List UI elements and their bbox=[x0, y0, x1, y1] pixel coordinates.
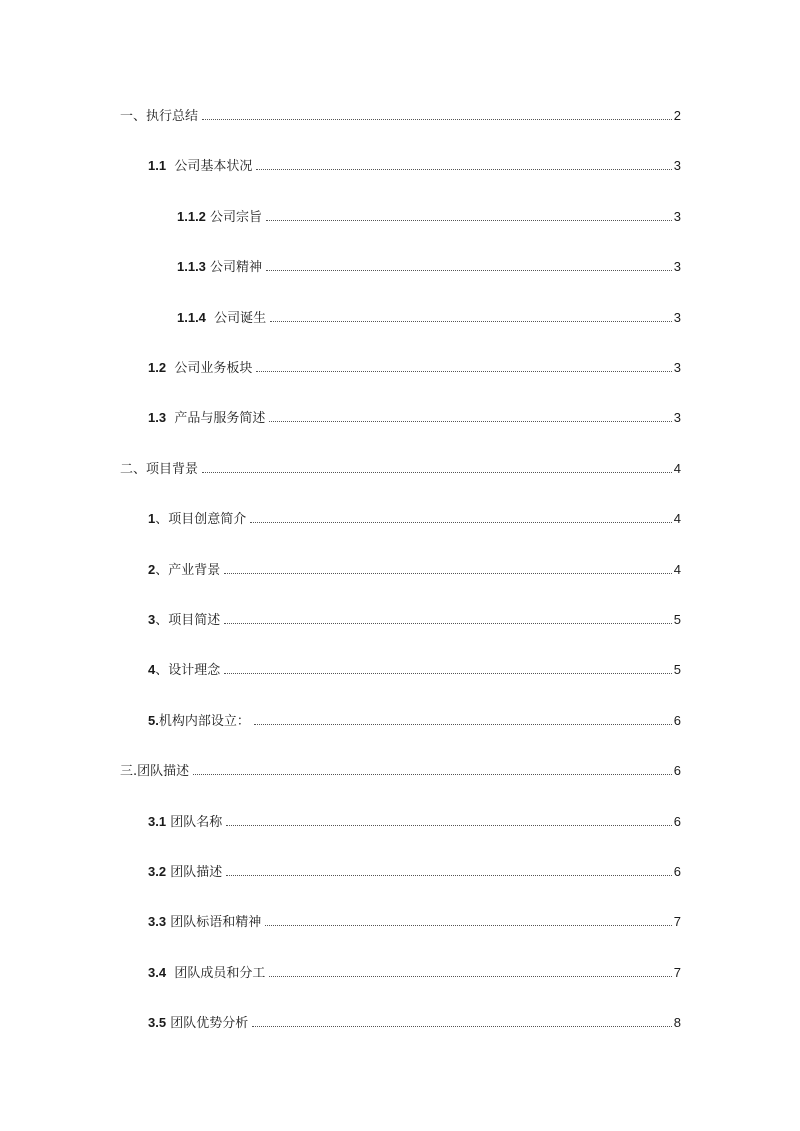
toc-entry-page-number: 5 bbox=[673, 612, 681, 627]
toc-entry[interactable] bbox=[177, 308, 681, 328]
toc-entry-number: 3.1 bbox=[148, 814, 167, 829]
toc-entry[interactable] bbox=[148, 963, 681, 983]
toc-entry-number: 3.4 bbox=[148, 965, 167, 980]
toc-entry-text: 团队成员和分工 bbox=[166, 966, 266, 981]
toc-entry-number: 1 bbox=[148, 511, 156, 526]
toc-entry[interactable] bbox=[148, 610, 681, 630]
toc-entry[interactable] bbox=[148, 509, 681, 529]
toc-entry-number: 1.1.2 bbox=[177, 209, 206, 224]
toc-entry-label bbox=[148, 912, 263, 933]
toc-entry[interactable] bbox=[148, 812, 681, 832]
toc-entry-number: 5. bbox=[148, 713, 159, 728]
dot-leader bbox=[193, 761, 672, 775]
toc-entry[interactable] bbox=[177, 207, 681, 227]
dot-leader bbox=[266, 207, 672, 221]
toc-entry-text: 产品与服务简述 bbox=[166, 411, 266, 426]
toc-entry-label bbox=[148, 408, 267, 429]
toc-entry-label bbox=[148, 711, 252, 732]
toc-entry-number: 1.1 bbox=[148, 158, 167, 173]
toc-entry-page-number: 3 bbox=[673, 259, 681, 274]
toc-entry-text: 一、执行总结 bbox=[120, 109, 199, 124]
toc-entry-page-number: 4 bbox=[673, 511, 681, 526]
toc-entry-label bbox=[148, 862, 224, 883]
toc-entry-page-number: 3 bbox=[673, 310, 681, 325]
toc-entry-label bbox=[120, 761, 191, 782]
dot-leader bbox=[256, 358, 671, 372]
toc-entry-label bbox=[148, 610, 222, 631]
toc-entry[interactable] bbox=[148, 156, 681, 176]
toc-entry-page-number: 6 bbox=[673, 864, 681, 879]
toc-entry-page-number: 4 bbox=[673, 562, 681, 577]
dot-leader bbox=[269, 408, 671, 422]
toc-entry-number: 1.2 bbox=[148, 360, 167, 375]
toc-entry[interactable] bbox=[148, 560, 681, 580]
toc-entry-label bbox=[148, 812, 224, 833]
toc-entry-text: 团队优势分析 bbox=[166, 1016, 249, 1031]
toc-entry[interactable] bbox=[148, 660, 681, 680]
toc-entry[interactable] bbox=[148, 408, 681, 428]
toc-entry-text: 团队标语和精神 bbox=[166, 915, 262, 930]
toc-entry[interactable] bbox=[177, 257, 681, 277]
toc-entry-label bbox=[177, 207, 264, 228]
toc-entry-text: 、设计理念 bbox=[155, 663, 221, 678]
toc-entry-number: 1.1.4 bbox=[177, 310, 206, 325]
toc-entry-page-number: 3 bbox=[673, 158, 681, 173]
toc-entry-text: 公司基本状况 bbox=[166, 159, 253, 174]
dot-leader bbox=[226, 812, 672, 826]
toc-entry-page-number: 7 bbox=[673, 965, 681, 980]
dot-leader bbox=[256, 156, 671, 170]
toc-entry-page-number: 6 bbox=[673, 814, 681, 829]
dot-leader bbox=[224, 610, 672, 624]
toc-entry[interactable] bbox=[148, 1013, 681, 1033]
toc-entry-text: 公司宗旨 bbox=[205, 210, 263, 225]
toc-entry-label bbox=[148, 1013, 250, 1034]
toc-entry-label bbox=[148, 509, 248, 530]
toc-entry[interactable] bbox=[120, 459, 681, 479]
dot-leader bbox=[224, 560, 672, 574]
toc-entry-label bbox=[148, 156, 254, 177]
dot-leader bbox=[252, 1013, 672, 1027]
toc-entry-page-number: 3 bbox=[673, 360, 681, 375]
dot-leader bbox=[254, 711, 672, 725]
toc-entry-label bbox=[148, 660, 222, 681]
toc-entry-page-number: 8 bbox=[673, 1015, 681, 1030]
dot-leader bbox=[226, 862, 672, 876]
toc-entry-text: 、项目创意简介 bbox=[155, 512, 247, 527]
toc-entry-number: 4 bbox=[148, 662, 156, 677]
toc-entry-number: 1.3 bbox=[148, 410, 167, 425]
toc-entry-number: 3 bbox=[148, 612, 156, 627]
toc-entry-number: 1.1.3 bbox=[177, 259, 206, 274]
toc-entry[interactable] bbox=[148, 358, 681, 378]
toc-entry[interactable] bbox=[148, 862, 681, 882]
toc-entry-page-number: 3 bbox=[673, 209, 681, 224]
toc-entry[interactable] bbox=[148, 912, 681, 932]
toc-entry-text: 公司诞生 bbox=[205, 311, 267, 326]
toc-entry-text: 、项目简述 bbox=[155, 613, 221, 628]
toc-entry-text: 团队描述 bbox=[166, 865, 223, 880]
toc-entry-page-number: 6 bbox=[673, 763, 681, 778]
dot-leader bbox=[266, 257, 672, 271]
toc-entry-page-number: 5 bbox=[673, 662, 681, 677]
toc-entry-text: 机构内部设立： bbox=[158, 714, 250, 729]
dot-leader bbox=[270, 308, 672, 322]
toc-entry-text: 三.团队描述 bbox=[120, 764, 190, 779]
toc-entry[interactable] bbox=[148, 711, 681, 731]
dot-leader bbox=[269, 963, 671, 977]
toc-entry-number: 3.5 bbox=[148, 1015, 167, 1030]
dot-leader bbox=[250, 509, 672, 523]
toc-entry-number: 3.3 bbox=[148, 914, 167, 929]
toc-entry-text: 公司精神 bbox=[205, 260, 263, 275]
toc-entry-number: 2 bbox=[148, 562, 156, 577]
dot-leader bbox=[265, 912, 672, 926]
toc-entry-text: 团队名称 bbox=[166, 815, 223, 830]
toc-entry-page-number: 3 bbox=[673, 410, 681, 425]
toc-entry-label bbox=[148, 358, 254, 379]
dot-leader bbox=[202, 106, 672, 120]
toc-entry-label bbox=[148, 963, 267, 984]
toc-entry-label bbox=[120, 106, 200, 127]
toc-entry-page-number: 7 bbox=[673, 914, 681, 929]
toc-entry-text: 、产业背景 bbox=[155, 563, 221, 578]
toc-entry[interactable] bbox=[120, 106, 681, 126]
dot-leader bbox=[224, 660, 672, 674]
toc-entry-text: 二、项目背景 bbox=[120, 462, 199, 477]
dot-leader bbox=[202, 459, 672, 473]
toc-entry-page-number: 6 bbox=[673, 713, 681, 728]
toc-entry-label bbox=[120, 459, 200, 480]
toc-entry[interactable] bbox=[120, 761, 681, 781]
toc-entry-label bbox=[177, 308, 268, 329]
toc-entry-label bbox=[148, 560, 222, 581]
toc-entry-page-number: 2 bbox=[673, 108, 681, 123]
toc-entry-text: 公司业务板块 bbox=[166, 361, 253, 376]
toc-entry-number: 3.2 bbox=[148, 864, 167, 879]
toc-entry-label bbox=[177, 257, 264, 278]
toc-entry-page-number: 4 bbox=[673, 461, 681, 476]
